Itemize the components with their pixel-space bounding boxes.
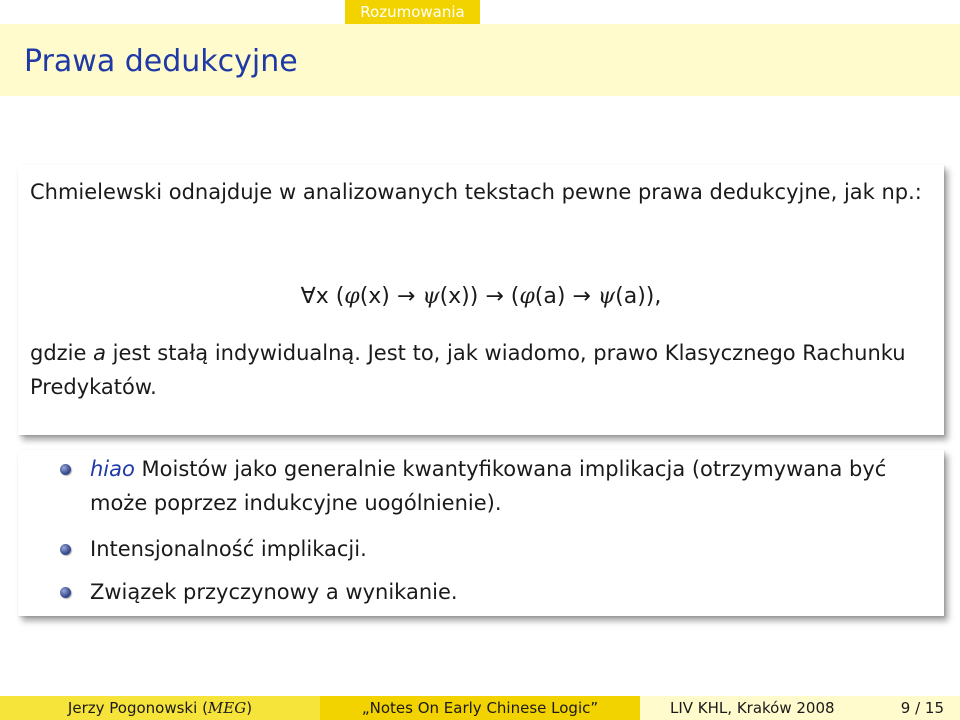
- list-item: [90, 452, 930, 520]
- keyword-hiao: hiao: [90, 457, 135, 481]
- formula-psi: ψ: [597, 284, 616, 309]
- gloss-suffix: jest stałą indywidualną. Jest to, jak wiadomo, prawo Klasycznego Rachunku Predykatów.: [30, 341, 906, 399]
- formula-part: (: [328, 284, 345, 309]
- formula-part: (a)),: [615, 284, 662, 309]
- navigation-bar: [0, 0, 960, 24]
- slide-title: Prawa dedukcyjne: [24, 44, 298, 79]
- formula-part: (: [510, 284, 520, 309]
- intro-paragraph: Chmielewski odnajduje w analizowanych tekstach pewne prawa dedukcyjne, jak np.:: [30, 180, 922, 204]
- list-item: Związek przyczynowy a wynikanie.: [90, 580, 458, 604]
- footer-bar: [0, 696, 960, 720]
- nav-left-area: [0, 0, 345, 24]
- formula-var-x: x: [315, 284, 329, 309]
- footer-venue: [640, 696, 960, 720]
- formula-part: (x)): [439, 284, 479, 309]
- text-block-list: [18, 450, 944, 616]
- gloss-prefix: gdzie: [30, 341, 94, 365]
- bullet-ball-icon: [60, 544, 71, 555]
- list-item-text: Moistów jako generalnie kwantyfikowana implikacja (otrzymywana być może poprzez indukcyjne uogólnienie).: [90, 457, 887, 515]
- arrow-icon: →: [565, 284, 598, 309]
- bullet-ball-icon: [60, 587, 71, 598]
- text-block-main: [18, 165, 944, 435]
- formula-phi: φ: [519, 284, 535, 309]
- page-number: 9 / 15: [900, 699, 944, 717]
- frame-title-bar: [0, 24, 960, 96]
- meg-label: MEG: [207, 699, 247, 717]
- formula-part: (a): [534, 284, 566, 309]
- meg-open: (: [202, 699, 208, 717]
- forall-symbol: ∀: [300, 284, 316, 309]
- arrow-icon: →: [389, 284, 423, 309]
- meg-close: ): [246, 699, 253, 717]
- nav-section-rozumowania[interactable]: Rozumowania: [345, 0, 480, 24]
- footer-author: [0, 696, 320, 720]
- formula-psi: ψ: [422, 284, 440, 309]
- formula-phi: φ: [344, 284, 360, 309]
- author-name: Jerzy Pogonowski: [67, 699, 198, 717]
- arrow-icon: →: [478, 284, 511, 309]
- bullet-ball-icon: [60, 464, 71, 475]
- formula-part: (x): [359, 284, 390, 309]
- list-item: Intensjonalność implikacji.: [90, 537, 367, 561]
- gloss-variable: a: [93, 341, 106, 365]
- formula: [18, 280, 944, 314]
- footer-talk-title: „Notes On Early Chinese Logic”: [320, 696, 640, 720]
- gloss-paragraph: [30, 336, 930, 404]
- venue-text: LIV KHL, Kraków 2008: [670, 699, 835, 717]
